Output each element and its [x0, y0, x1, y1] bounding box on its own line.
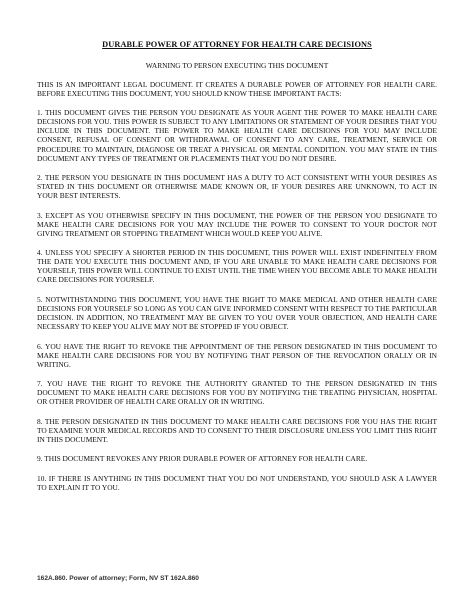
paragraph-4: 4. UNLESS YOU SPECIFY A SHORTER PERIOD IN THIS DOCUMENT, THIS POWER WILL EXIST INDEFINITELY FROM THE DATE YOU EXECUTE THIS DOCUMENT AND, IF YOU ARE UNABLE TO MAKE HEALTH CARE DECISIONS FOR YOURSELF, THIS POWER WILL CONTINUE TO EXIST UNTIL THE TIME WHEN YOU BECOME ABLE TO MAKE HEALTH CARE DECISIONS FOR YOURSELF.: [37, 248, 437, 285]
paragraph-6: 6. YOU HAVE THE RIGHT TO REVOKE THE APPOINTMENT OF THE PERSON DESIGNATED IN THIS DOCUMENT TO MAKE HEALTH CARE DECISIONS FOR YOU BY NOTIFYING THAT PERSON OF THE REVOCATION ORALLY OR IN WRITING.: [37, 341, 437, 369]
paragraph-5: 5. NOTWITHSTANDING THIS DOCUMENT, YOU HAVE THE RIGHT TO MAKE MEDICAL AND OTHER HEALTH CARE DECISIONS FOR YOURSELF SO LONG AS YOU CAN GIVE INFORMED CONSENT WITH RESPECT TO THE PARTICULAR DECISION. IN ADDITION, NO TREATMENT MAY BE GIVEN TO YOU OVER YOUR OBJECTION, AND HEALTH CARE NECESSARY TO KEEP YOU ALIVE MAY NOT BE STOPPED IF YOU OBJECT.: [37, 294, 437, 332]
document-title: DURABLE POWER OF ATTORNEY FOR HEALTH CARE DECISIONS: [102, 40, 372, 49]
paragraph-1: 1. THIS DOCUMENT GIVES THE PERSON YOU DESIGNATE AS YOUR AGENT THE POWER TO MAKE HEALTH CARE DECISIONS FOR YOU. THIS POWER IS SUBJECT TO ANY LIMITATIONS OR STATEMENT OF YOUR DESIRES THAT YOU INCLUDE IN THIS DOCUMENT. THE POWER TO MAKE HEALTH CARE DECISIONS FOR YOU MAY INCLUDE CONSENT, REFUSAL OF CONSENT OR WITHDRAWAL OF CONSENT TO ANY CARE, TREATMENT, SERVICE OR PROCEDURE TO MAINTAIN, DIAGNOSE OR TREAT A PHYSICAL OR MENTAL CONDITION. YOU MAY STATE IN THIS DOCUMENT ANY TYPES OF TREATMENT OR PLACEMENTS THAT YOU DO NOT DESIRE.: [37, 108, 437, 163]
paragraph-10: 10. IF THERE IS ANYTHING IN THIS DOCUMENT THAT YOU DO NOT UNDERSTAND, YOU SHOULD ASK A LAWYER TO EXPLAIN IT TO YOU.: [37, 473, 437, 492]
warning-heading: WARNING TO PERSON EXECUTING THIS DOCUMENT: [145, 61, 329, 70]
document-footer: 162A.860. Power of attorney; Form, NV ST 162A.860: [37, 575, 199, 582]
intro-paragraph: THIS IS AN IMPORTANT LEGAL DOCUMENT. IT CREATES A DURABLE POWER OF ATTORNEY FOR HEALTH CARE. BEFORE EXECUTING THIS DOCUMENT, YOU SHOULD KNOW THESE IMPORTANT FACTS:: [37, 80, 437, 99]
paragraph-9: 9. THIS DOCUMENT REVOKES ANY PRIOR DURABLE POWER OF ATTORNEY FOR HEALTH CARE.: [37, 454, 368, 464]
paragraph-2: 2. THE PERSON YOU DESIGNATE IN THIS DOCUMENT HAS A DUTY TO ACT CONSISTENT WITH YOUR DESIRES AS STATED IN THIS DOCUMENT OR OTHERWISE MADE KNOWN OR, IF YOUR DESIRES ARE UNKNOWN, TO ACT IN YOUR BEST INTERESTS.: [37, 173, 437, 201]
paragraph-3: 3. EXCEPT AS YOU OTHERWISE SPECIFY IN THIS DOCUMENT, THE POWER OF THE PERSON YOU DESIGNATE TO MAKE HEALTH CARE DECISIONS FOR YOU MAY INCLUDE THE POWER TO CONSENT TO YOUR DOCTOR NOT GIVING TREATMENT OR STOPPING TREATMENT WHICH WOULD KEEP YOU ALIVE.: [37, 210, 437, 238]
paragraph-8: 8. THE PERSON DESIGNATED IN THIS DOCUMENT TO MAKE HEALTH CARE DECISIONS FOR YOU HAS THE RIGHT TO EXAMINE YOUR MEDICAL RECORDS AND TO CONSENT TO THEIR DISCLOSURE UNLESS YOU LIMIT THIS RIGHT IN THIS DOCUMENT.: [37, 416, 437, 444]
paragraph-7: 7. YOU HAVE THE RIGHT TO REVOKE THE AUTHORITY GRANTED TO THE PERSON DESIGNATED IN THIS DOCUMENT TO MAKE HEALTH CARE DECISIONS FOR YOU BY NOTIFYING THE TREATING PHYSICIAN, HOSPITAL OR OTHER PROVIDER OF HEALTH CARE ORALLY OR IN WRITING.: [37, 379, 437, 407]
document-page: [37, 40, 437, 502]
